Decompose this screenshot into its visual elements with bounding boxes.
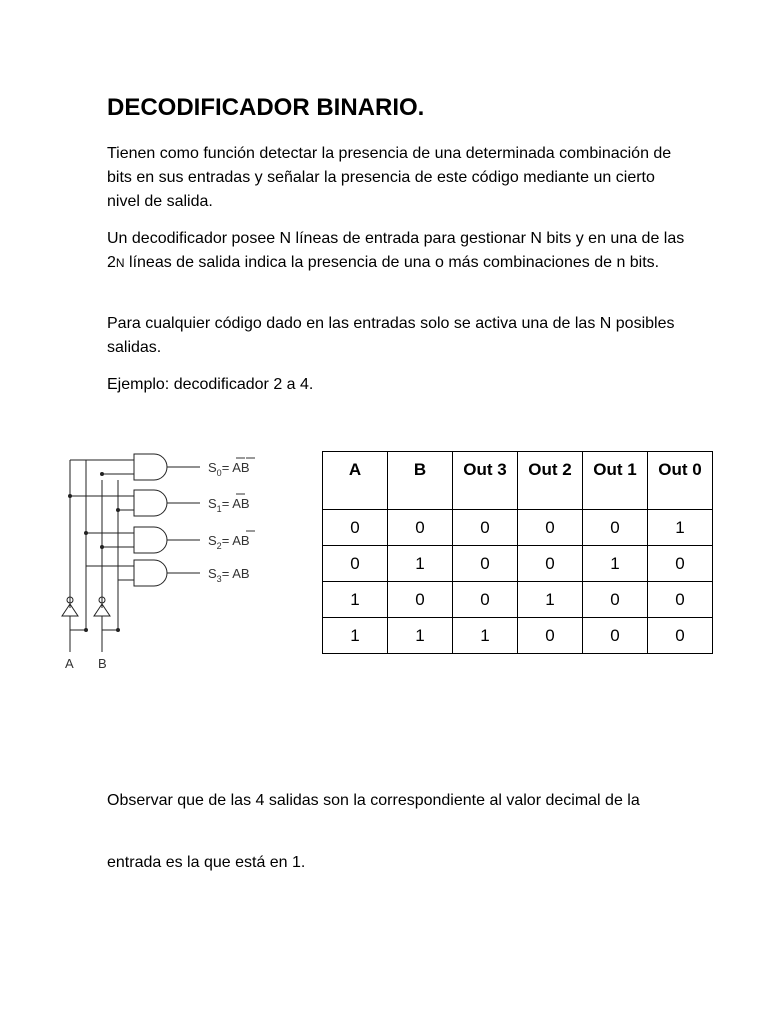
output-label-s1	[208, 496, 250, 514]
label-eq: =	[221, 460, 233, 475]
table-cell: 1	[518, 582, 583, 618]
label-s: S	[208, 566, 217, 581]
header-cell: Out 3	[453, 452, 518, 510]
label-b: B	[240, 566, 250, 581]
label-b: B	[240, 533, 250, 548]
label-b: B	[240, 460, 250, 475]
label-sub: 1	[216, 504, 222, 514]
table-cell: 0	[388, 582, 453, 618]
and-gate-s3	[134, 560, 167, 586]
table-cell: 0	[388, 510, 453, 546]
table-cell: 0	[323, 546, 388, 582]
table-cell: 0	[648, 618, 713, 654]
table-cell: 0	[453, 546, 518, 582]
header-cell: B	[388, 452, 453, 510]
table-cell: 0	[518, 546, 583, 582]
label-s: S	[208, 496, 217, 511]
label-a: A	[232, 533, 241, 548]
table-cell: 0	[323, 510, 388, 546]
junction-dot	[116, 628, 120, 632]
table-cell: 1	[323, 618, 388, 654]
header-cell: Out 2	[518, 452, 583, 510]
table-cell: 1	[323, 582, 388, 618]
page-title: DECODIFICADOR BINARIO.	[107, 94, 425, 121]
table-cell: 0	[453, 582, 518, 618]
table-cell: 0	[453, 510, 518, 546]
table-row	[323, 582, 713, 618]
and-gate-s1	[134, 490, 167, 516]
label-b: B	[240, 496, 250, 511]
table-cell: 1	[648, 510, 713, 546]
label-a: A	[232, 460, 241, 475]
and-gate-s0	[134, 454, 167, 480]
intro-paragraph: Tienen como función detectar la presencia de una determinada combinación de bits en sus entradas y señalar la presencia de este código mediante un cierto nivel de salida.	[107, 145, 672, 210]
label-eq: =	[221, 533, 233, 548]
table-cell: 0	[648, 582, 713, 618]
table-row	[323, 618, 713, 654]
exponent-n: N	[115, 256, 125, 270]
header-cell: Out 1	[583, 452, 648, 510]
table-row	[323, 546, 713, 582]
junction-dot	[116, 508, 120, 512]
label-a: A	[232, 496, 241, 511]
output-label-s2	[208, 533, 250, 551]
input-label-a: A	[65, 656, 74, 671]
header-cell: Out 0	[648, 452, 713, 510]
label-sub: 2	[216, 541, 222, 551]
table-cell: 0	[518, 618, 583, 654]
junction-dot	[84, 628, 88, 632]
observation-continuation: entrada es la que está en 1.	[107, 854, 306, 871]
table-row	[323, 510, 713, 546]
decoder-description-paragraph	[107, 227, 687, 275]
junction-dot	[84, 531, 88, 535]
paragraph-text: líneas de salida indica la presencia de una o más combinaciones de n bits.	[124, 254, 660, 271]
input-label-b: B	[98, 656, 107, 671]
label-s: S	[208, 533, 217, 548]
observation-paragraph: Observar que de las 4 salidas son la correspondiente al valor decimal de la	[107, 792, 640, 809]
table-cell: 1	[583, 546, 648, 582]
and-gate-s2	[134, 527, 167, 553]
label-eq: =	[221, 496, 233, 511]
example-heading: Ejemplo: decodificador 2 a 4.	[107, 376, 314, 393]
truth-table	[322, 451, 713, 654]
junction-dot	[100, 545, 104, 549]
paragraph-text: Un decodificador posee N líneas de entrada para gestionar N bits y en una de las 2	[107, 230, 685, 271]
header-cell: A	[323, 452, 388, 510]
table-cell: 0	[648, 546, 713, 582]
label-sub: 0	[216, 468, 222, 478]
table-cell: 0	[583, 510, 648, 546]
label-s: S	[208, 460, 217, 475]
label-eq: =	[221, 566, 233, 581]
table-cell: 0	[518, 510, 583, 546]
table-cell: 0	[583, 582, 648, 618]
table-cell: 1	[388, 618, 453, 654]
output-label-s0	[208, 460, 250, 478]
active-output-paragraph: Para cualquier código dado en las entradas solo se activa una de las N posibles salidas.	[107, 315, 675, 356]
table-cell: 0	[583, 618, 648, 654]
label-a: A	[232, 566, 241, 581]
table-cell: 1	[453, 618, 518, 654]
output-label-s3	[208, 566, 250, 584]
junction-dot	[100, 472, 104, 476]
decoder-circuit-diagram	[50, 440, 280, 680]
truth-table-header-row	[323, 452, 713, 510]
table-cell: 1	[388, 546, 453, 582]
label-sub: 3	[216, 574, 222, 584]
junction-dot	[68, 494, 72, 498]
